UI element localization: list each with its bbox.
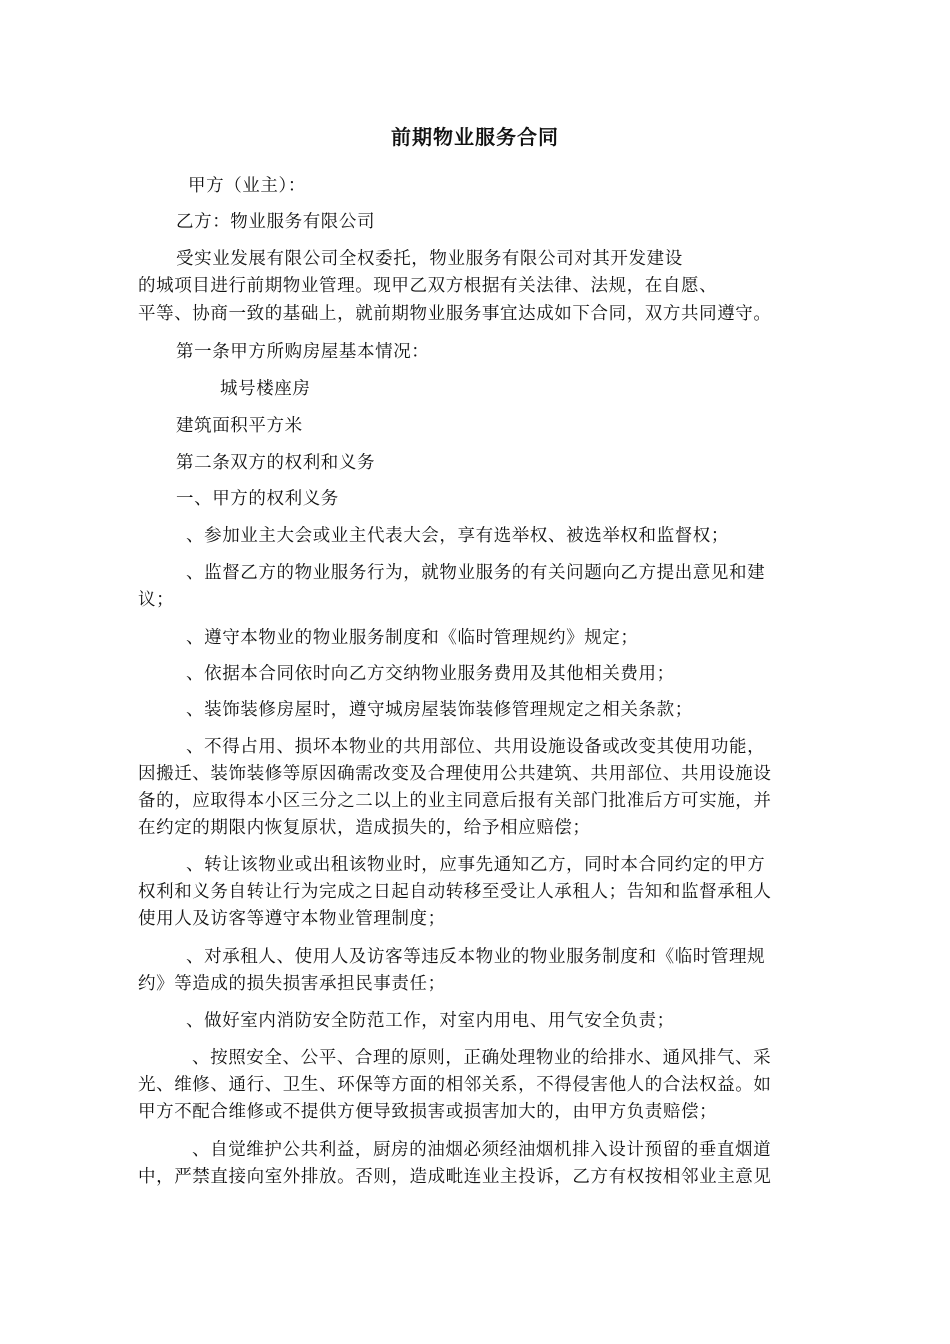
document-title: 前期物业服务合同 <box>391 125 559 149</box>
obligation-item-line: 、不得占用、损坏本物业的共用部位、共用设施设备或改变其使用功能， <box>186 737 766 757</box>
section-heading: 一、甲方的权利义务 <box>176 489 339 509</box>
obligation-item-line: 、转让该物业或出租该物业时，应事先通知乙方，同时本合同约定的甲方 <box>186 855 766 875</box>
obligation-item-line: 中，严禁直接向室外排放。否则，造成毗连业主投诉，乙方有权按相邻业主意见 <box>138 1167 772 1187</box>
obligation-item-line: 、监督乙方的物业服务行为，就物业服务的有关问题向乙方提出意见和建 <box>186 563 766 583</box>
obligation-item-line: 、参加业主大会或业主代表大会，享有选举权、被选举权和监督权； <box>186 526 729 546</box>
obligation-item-line: 、遵守本物业的物业服务制度和《临时管理规约》规定； <box>186 628 639 648</box>
obligation-item-line: 在约定的期限内恢复原状，造成损失的，给予相应赔偿； <box>138 818 591 838</box>
obligation-item-line: 光、维修、通行、卫生、环保等方面的相邻关系，不得侵害他人的合法权益。如 <box>138 1075 772 1095</box>
obligation-item-line: 、做好室内消防安全防范工作，对室内用电、用气安全负责； <box>186 1011 675 1031</box>
obligation-item-line: 约》等造成的损失损害承担民事责任； <box>138 974 446 994</box>
intro-line: 的城项目进行前期物业管理。现甲乙双方根据有关法律、法规，在自愿、 <box>138 276 718 296</box>
obligation-item-line: 甲方不配合维修或不提供方便导致损害或损害加大的，由甲方负责赔偿； <box>138 1102 718 1122</box>
obligation-item-line: 、对承租人、使用人及访客等违反本物业的物业服务制度和《临时管理规 <box>186 947 766 967</box>
obligation-item-line: 、自觉维护公共利益，厨房的油烟必须经油烟机排入设计预留的垂直烟道 <box>192 1140 772 1160</box>
obligation-item-line: 权利和义务自转让行为完成之日起自动转移至受让人承租人；告知和监督承租人 <box>138 882 772 902</box>
party-a-line: 甲方（业主）： <box>188 176 306 196</box>
property-area: 建筑面积平方米 <box>176 416 303 436</box>
intro-line: 平等、协商一致的基础上，就前期物业服务事宜达成如下合同，双方共同遵守。 <box>138 304 772 324</box>
obligation-item-line: 备的，应取得本小区三分之二以上的业主同意后报有关部门批准后方可实施，并 <box>138 791 772 811</box>
obligation-item-line: 、依据本合同依时向乙方交纳物业服务费用及其他相关费用； <box>186 664 675 684</box>
article-1-heading: 第一条甲方所购房屋基本情况： <box>176 342 430 362</box>
obligation-item-line: 因搬迁、装饰装修等原因确需改变及合理使用公共建筑、共用部位、共用设施设 <box>138 764 772 784</box>
property-location: 城号楼座房 <box>220 379 311 399</box>
article-2-heading: 第二条双方的权利和义务 <box>176 453 376 473</box>
obligation-item-line: 议； <box>138 590 175 610</box>
obligation-item-line: 、按照安全、公平、合理的原则，正确处理物业的给排水、通风排气、采 <box>192 1048 772 1068</box>
obligation-item-line: 使用人及访客等遵守本物业管理制度； <box>138 909 446 929</box>
intro-line: 受实业发展有限公司全权委托，物业服务有限公司对其开发建设 <box>176 249 683 269</box>
party-b-line: 乙方：物业服务有限公司 <box>176 212 376 232</box>
obligation-item-line: 、装饰装修房屋时，遵守城房屋装饰装修管理规定之相关条款； <box>186 700 693 720</box>
